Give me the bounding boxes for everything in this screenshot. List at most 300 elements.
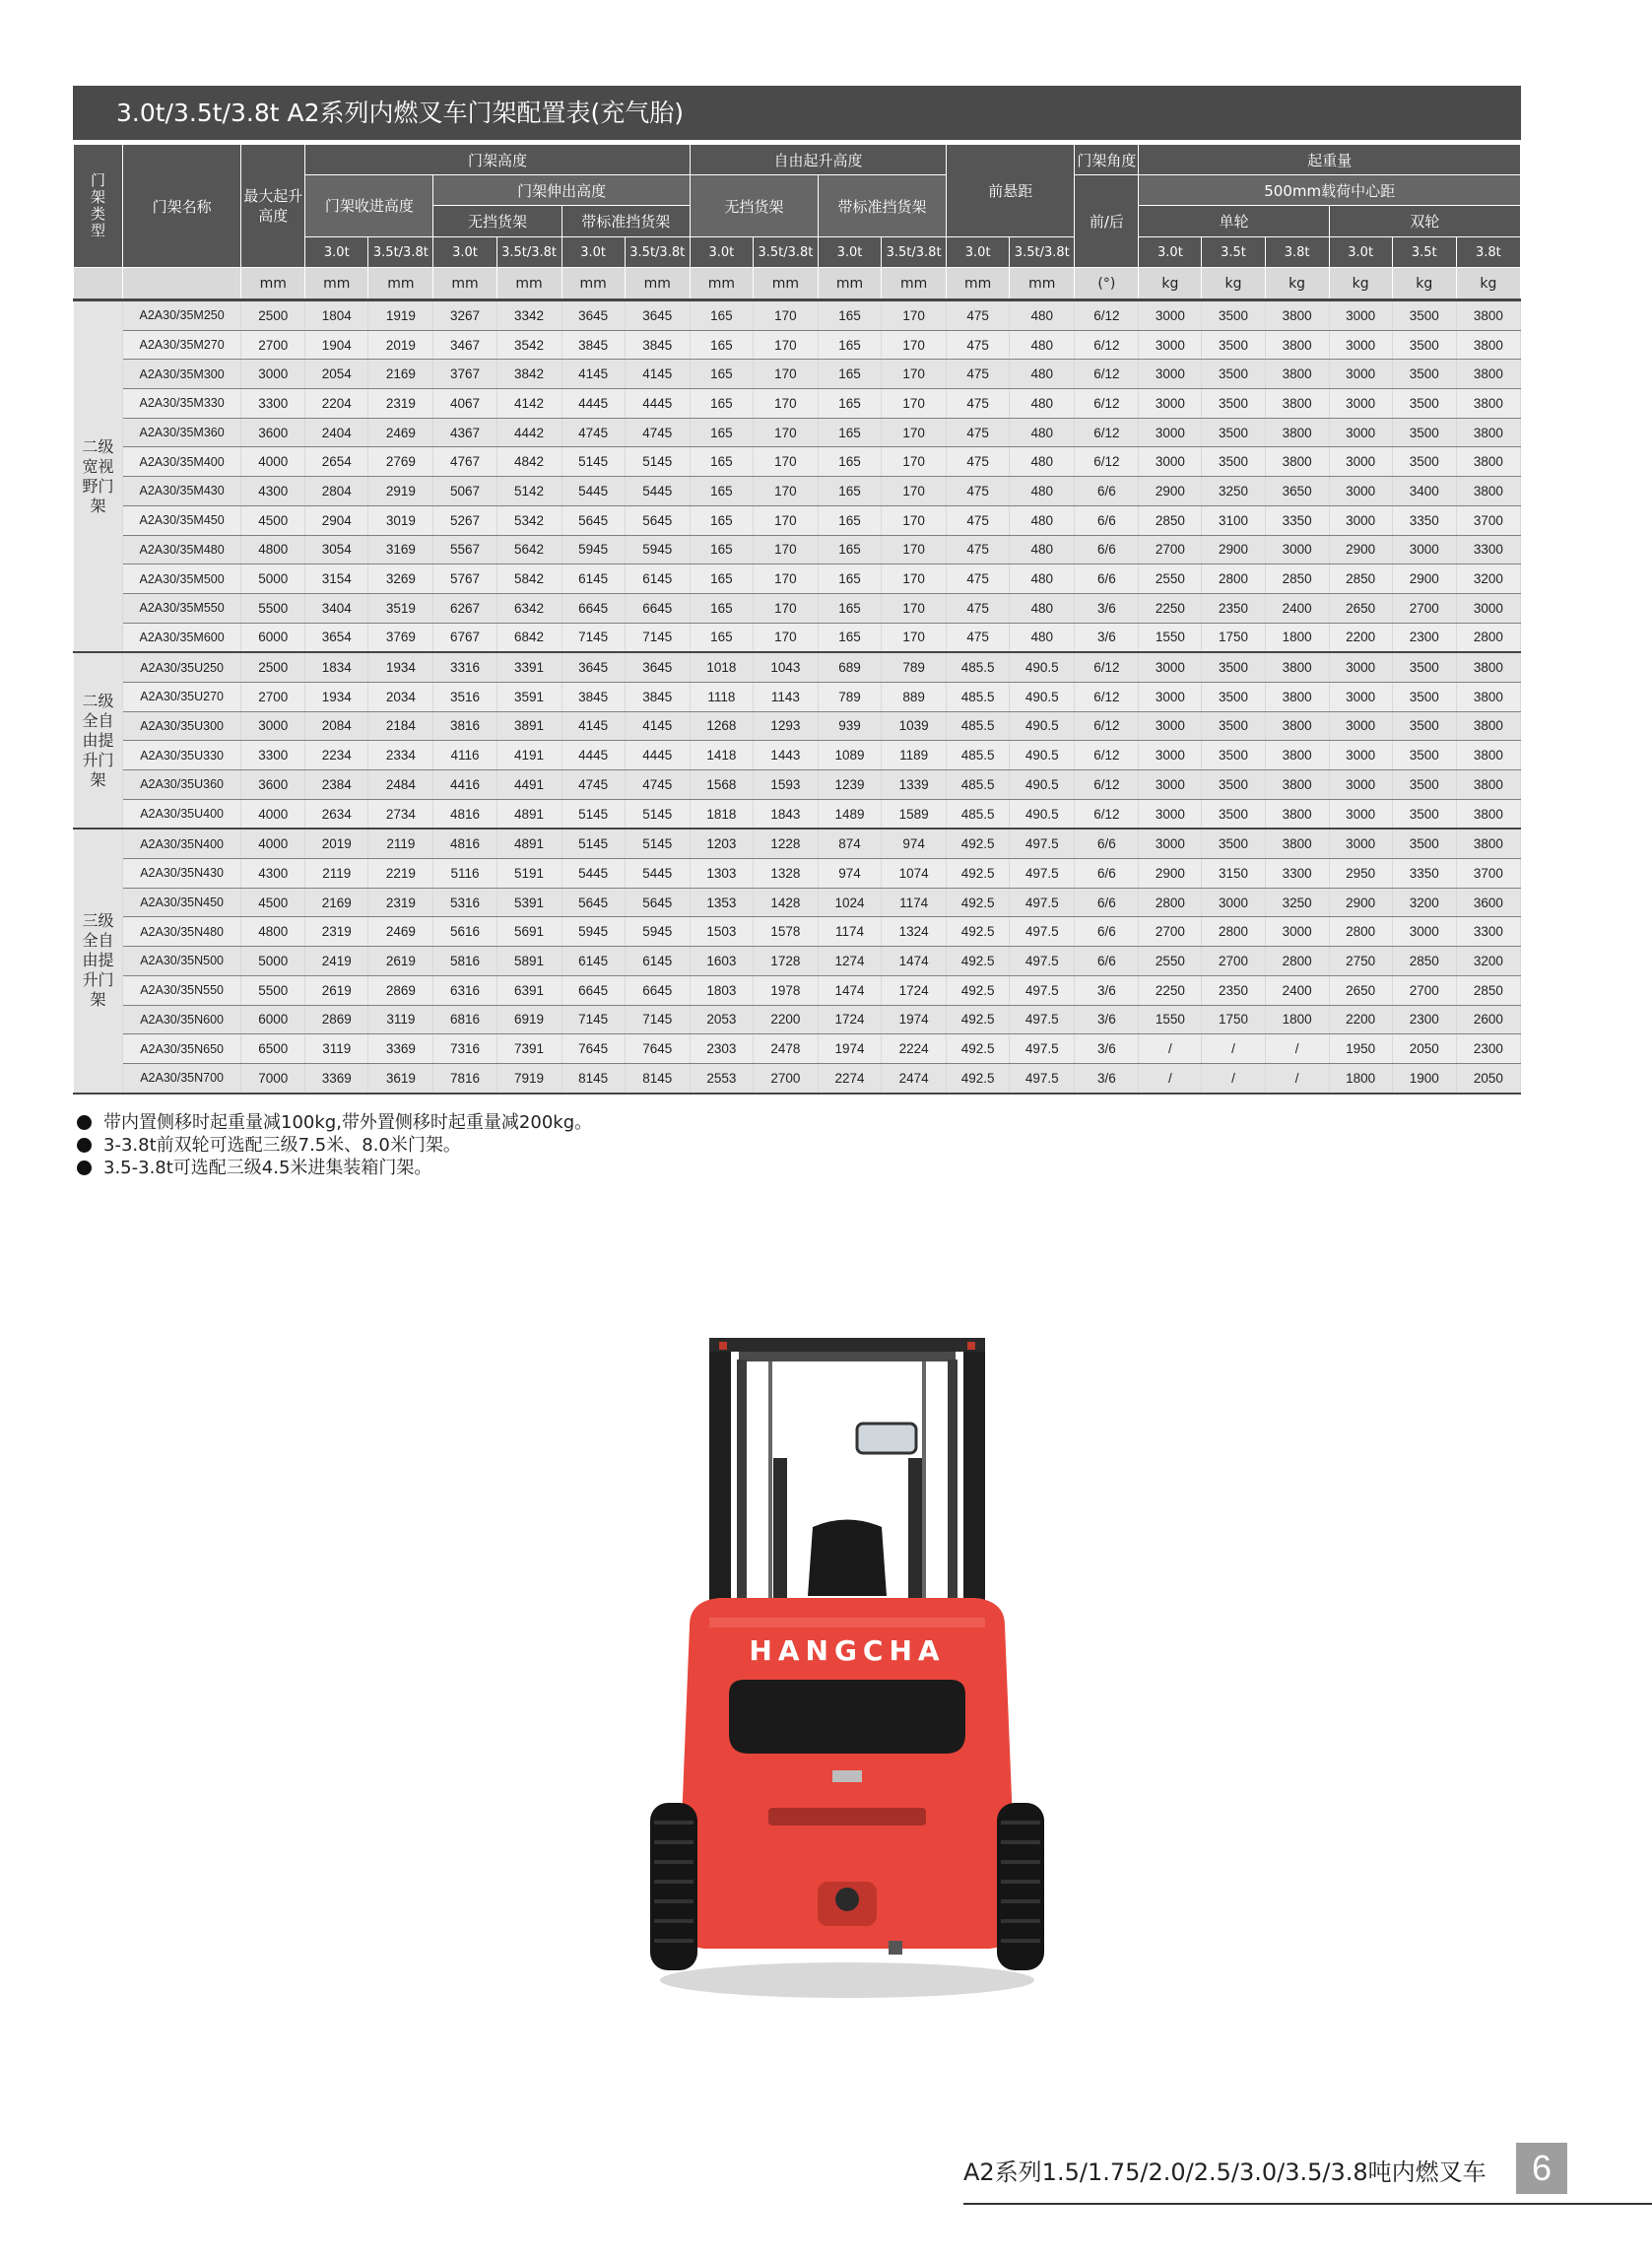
table-cell: 3150 [1202, 859, 1265, 889]
table-cell: 5945 [562, 535, 625, 564]
header-mast-type: 门架类型 [74, 145, 123, 268]
table-cell: 3800 [1265, 711, 1329, 741]
table-cell: 170 [753, 300, 818, 331]
table-row [74, 477, 1521, 506]
table-cell: 4745 [625, 770, 690, 800]
table-cell: 4800 [241, 535, 305, 564]
table-cell: 3800 [1265, 360, 1329, 389]
table-cell: 165 [818, 593, 881, 623]
table-cell: 3500 [1392, 360, 1456, 389]
table-cell: 2419 [305, 947, 368, 976]
table-cell: 3000 [1139, 770, 1202, 800]
table-cell: 6/12 [1075, 770, 1139, 800]
table-cell: 3645 [625, 652, 690, 682]
table-cell: 3000 [1329, 652, 1392, 682]
note-item [73, 1134, 1255, 1157]
table-cell: 3000 [1329, 741, 1392, 770]
model-name-cell: A2A30/35U360 [123, 770, 241, 800]
table-cell: 480 [1010, 330, 1075, 360]
table-cell: 6145 [562, 947, 625, 976]
table-cell: 5945 [625, 917, 690, 947]
table-cell: 2700 [753, 1063, 818, 1093]
table-cell: 3800 [1456, 829, 1520, 858]
table-cell: 1568 [690, 770, 753, 800]
table-cell: 2700 [241, 682, 305, 711]
table-cell: 7316 [433, 1034, 496, 1064]
table-cell: 1118 [690, 682, 753, 711]
table-cell: 2478 [753, 1034, 818, 1064]
table-cell: 170 [882, 623, 947, 652]
table-cell: 1978 [753, 975, 818, 1005]
header-ton-col: 3.0t [562, 237, 625, 268]
table-cell: 1303 [690, 859, 753, 889]
table-cell: 1328 [753, 859, 818, 889]
table-cell: 4491 [496, 770, 562, 800]
table-cell: 1189 [882, 741, 947, 770]
table-cell: 5445 [562, 859, 625, 889]
table-cell: 1934 [368, 652, 433, 682]
table-cell: 2850 [1329, 564, 1392, 594]
table-cell: 2800 [1329, 917, 1392, 947]
table-cell: 3119 [305, 1034, 368, 1064]
table-cell: 170 [753, 389, 818, 419]
table-cell: 2900 [1139, 477, 1202, 506]
table-cell: 3800 [1265, 652, 1329, 682]
table-cell: 497.5 [1010, 1034, 1075, 1064]
model-name-cell: A2A30/35U330 [123, 741, 241, 770]
table-cell: 6/6 [1075, 505, 1139, 535]
table-cell: 4745 [562, 418, 625, 447]
table-cell: 165 [690, 477, 753, 506]
table-cell: 497.5 [1010, 1063, 1075, 1093]
table-cell: 475 [947, 389, 1010, 419]
table-cell: 2319 [305, 917, 368, 947]
table-cell: 492.5 [947, 947, 1010, 976]
table-cell: 480 [1010, 535, 1075, 564]
table-cell: 170 [753, 418, 818, 447]
table-cell: 2900 [1329, 888, 1392, 917]
table-cell: 4500 [241, 888, 305, 917]
header-unit: mm [625, 268, 690, 300]
model-name-cell: A2A30/35M450 [123, 505, 241, 535]
table-row [74, 829, 1521, 858]
header-unit: mm [753, 268, 818, 300]
table-cell: 6391 [496, 975, 562, 1005]
table-cell: 3500 [1202, 360, 1265, 389]
table-cell: 2600 [1456, 1005, 1520, 1034]
header-unit: mm [1010, 268, 1075, 300]
table-cell: 1728 [753, 947, 818, 976]
table-cell: 6/12 [1075, 711, 1139, 741]
table-cell: 1324 [882, 917, 947, 947]
header-unit: mm [562, 268, 625, 300]
table-cell: 1843 [753, 799, 818, 829]
table-cell: 3800 [1265, 389, 1329, 419]
table-cell: 5445 [625, 859, 690, 889]
table-cell: 1074 [882, 859, 947, 889]
table-cell: 4816 [433, 829, 496, 858]
table-cell: 6/6 [1075, 477, 1139, 506]
table-cell: 3500 [1202, 711, 1265, 741]
table-cell: 485.5 [947, 711, 1010, 741]
table-cell: 1593 [753, 770, 818, 800]
table-cell: 170 [882, 300, 947, 331]
table-cell: 1578 [753, 917, 818, 947]
model-name-cell: A2A30/35N480 [123, 917, 241, 947]
table-cell: 2734 [368, 799, 433, 829]
table-cell: 3000 [1139, 829, 1202, 858]
table-cell: 1474 [818, 975, 881, 1005]
table-cell: 490.5 [1010, 652, 1075, 682]
table-cell: 4067 [433, 389, 496, 419]
table-cell: 3800 [1456, 447, 1520, 477]
table-cell: 6145 [562, 564, 625, 594]
table-cell: 3500 [1392, 682, 1456, 711]
table-cell: 3500 [1392, 770, 1456, 800]
table-cell: 3500 [1202, 418, 1265, 447]
table-cell: 3500 [1202, 389, 1265, 419]
table-cell: 2950 [1329, 859, 1392, 889]
table-cell: 5116 [433, 859, 496, 889]
table-cell: 2350 [1202, 975, 1265, 1005]
table-cell: 2019 [368, 330, 433, 360]
table-cell: 5645 [562, 888, 625, 917]
table-cell: 4000 [241, 799, 305, 829]
table-row [74, 447, 1521, 477]
table-cell: 2303 [690, 1034, 753, 1064]
table-cell: 7145 [625, 1005, 690, 1034]
table-cell: 3800 [1265, 447, 1329, 477]
table-cell: 5145 [625, 799, 690, 829]
table-cell: 1950 [1329, 1034, 1392, 1064]
table-cell: 165 [690, 564, 753, 594]
table-cell: 2850 [1392, 947, 1456, 976]
table-cell: 3500 [1392, 447, 1456, 477]
table-cell: 4445 [562, 741, 625, 770]
plate-holder [832, 1770, 862, 1782]
table-cell: 6/12 [1075, 330, 1139, 360]
vent-slot [768, 1808, 926, 1826]
table-cell: 1750 [1202, 1005, 1265, 1034]
table-cell: 3000 [1139, 799, 1202, 829]
table-cell: 5145 [625, 447, 690, 477]
table-cell: 165 [818, 330, 881, 360]
header-unit: kg [1329, 268, 1392, 300]
table-cell: 3500 [1202, 447, 1265, 477]
table-cell: / [1265, 1063, 1329, 1093]
header-ton-col: 3.0t [305, 237, 368, 268]
table-cell: 874 [818, 829, 881, 858]
mast-config-table-wrap [73, 144, 1521, 1095]
table-cell: 170 [753, 564, 818, 594]
guard-crossbar [739, 1352, 956, 1361]
table-cell: 3467 [433, 330, 496, 360]
header-ton-col: 3.5t [1202, 237, 1265, 268]
table-cell: 3591 [496, 682, 562, 711]
table-cell: 475 [947, 418, 1010, 447]
model-name-cell: A2A30/35M250 [123, 300, 241, 331]
page-title: 3.0t/3.5t/3.8t A2系列内燃叉车门架配置表(充气胎) [73, 86, 1521, 140]
header-front-overhang: 前悬距 [947, 145, 1075, 237]
table-cell: 3369 [368, 1034, 433, 1064]
table-cell: 2634 [305, 799, 368, 829]
table-cell: 2900 [1329, 535, 1392, 564]
table-cell: 3800 [1265, 799, 1329, 829]
table-cell: 2550 [1139, 564, 1202, 594]
table-cell: 3/6 [1075, 975, 1139, 1005]
table-cell: 2800 [1265, 947, 1329, 976]
table-cell: 3800 [1265, 741, 1329, 770]
table-cell: 3/6 [1075, 1063, 1139, 1093]
table-cell: 1724 [882, 975, 947, 1005]
table-cell: 480 [1010, 593, 1075, 623]
table-cell: 2800 [1456, 623, 1520, 652]
header-unit: kg [1202, 268, 1265, 300]
model-name-cell: A2A30/35N700 [123, 1063, 241, 1093]
table-cell: 1550 [1139, 623, 1202, 652]
table-cell: 3400 [1392, 477, 1456, 506]
table-cell: 1143 [753, 682, 818, 711]
table-cell: 3000 [1139, 682, 1202, 711]
header-capacity: 起重量 [1139, 145, 1521, 175]
rear-lamp-icon [967, 1342, 975, 1350]
table-cell: 6/12 [1075, 447, 1139, 477]
table-row [74, 652, 1521, 682]
table-cell: 165 [690, 389, 753, 419]
table-cell: 480 [1010, 360, 1075, 389]
header-unit: kg [1265, 268, 1329, 300]
table-cell: 475 [947, 593, 1010, 623]
table-cell: / [1265, 1034, 1329, 1064]
table-cell: 5500 [241, 975, 305, 1005]
model-name-cell: A2A30/35M360 [123, 418, 241, 447]
table-cell: 3767 [433, 360, 496, 389]
table-cell: 485.5 [947, 770, 1010, 800]
table-row [74, 535, 1521, 564]
table-cell: 6316 [433, 975, 496, 1005]
table-cell: 7391 [496, 1034, 562, 1064]
table-cell: 3342 [496, 300, 562, 331]
table-cell: 1904 [305, 330, 368, 360]
table-cell: 3000 [1392, 535, 1456, 564]
table-cell: 3800 [1456, 360, 1520, 389]
table-cell: 2700 [1139, 535, 1202, 564]
table-cell: 3700 [1456, 505, 1520, 535]
table-cell: 3800 [1456, 682, 1520, 711]
wheel-left-icon [650, 1803, 697, 1970]
table-cell: 3000 [1329, 682, 1392, 711]
table-cell: 3000 [1329, 360, 1392, 389]
table-cell: 6/6 [1075, 829, 1139, 858]
header-unit: kg [1456, 268, 1520, 300]
table-cell: 165 [818, 418, 881, 447]
model-name-cell: A2A30/35M400 [123, 447, 241, 477]
table-cell: 3500 [1392, 711, 1456, 741]
table-cell: 3000 [1139, 300, 1202, 331]
table-cell: 170 [753, 535, 818, 564]
table-cell: 2850 [1265, 564, 1329, 594]
table-cell: 2619 [305, 975, 368, 1005]
table-cell: 3/6 [1075, 1005, 1139, 1034]
table-cell: 3300 [241, 389, 305, 419]
table-cell: 1934 [305, 682, 368, 711]
table-cell: 3000 [1329, 418, 1392, 447]
table-cell: 5142 [496, 477, 562, 506]
header-ton-col: 3.5t/3.8t [625, 237, 690, 268]
table-cell: 2050 [1392, 1034, 1456, 1064]
table-cell: 475 [947, 360, 1010, 389]
model-name-cell: A2A30/35M480 [123, 535, 241, 564]
table-cell: 3000 [241, 711, 305, 741]
table-row [74, 564, 1521, 594]
model-name-cell: A2A30/35N550 [123, 975, 241, 1005]
table-cell: 4142 [496, 389, 562, 419]
table-cell: 165 [690, 300, 753, 331]
table-cell: 3154 [305, 564, 368, 594]
notes [73, 1111, 1255, 1179]
table-cell: 2184 [368, 711, 433, 741]
table-cell: 2850 [1139, 505, 1202, 535]
table-cell: 1804 [305, 300, 368, 331]
header-unit-blank [123, 268, 241, 300]
table-cell: 6/6 [1075, 859, 1139, 889]
header-free-lift: 自由起升高度 [690, 145, 946, 175]
table-cell: 4191 [496, 741, 562, 770]
table-cell: 7145 [625, 623, 690, 652]
header-unit: mm [947, 268, 1010, 300]
table-cell: 3500 [1392, 330, 1456, 360]
table-cell: 1274 [818, 947, 881, 976]
table-cell: 3500 [1392, 652, 1456, 682]
table-cell: 7145 [562, 623, 625, 652]
header-single-tire: 单轮 [1139, 206, 1329, 237]
table-cell: 170 [753, 360, 818, 389]
table-cell: 3654 [305, 623, 368, 652]
table-cell: 3500 [1202, 300, 1265, 331]
model-name-cell: A2A30/35U400 [123, 799, 241, 829]
table-cell: 480 [1010, 623, 1075, 652]
table-cell: 5000 [241, 947, 305, 976]
table-cell: 475 [947, 564, 1010, 594]
table-cell: 5342 [496, 505, 562, 535]
table-cell: 3300 [1456, 535, 1520, 564]
table-cell: 485.5 [947, 682, 1010, 711]
header-ton-col: 3.5t/3.8t [882, 237, 947, 268]
table-cell: 6/12 [1075, 682, 1139, 711]
mirror-icon [857, 1424, 916, 1453]
table-cell: 1974 [818, 1034, 881, 1064]
guard-bar [922, 1361, 926, 1608]
table-cell: / [1202, 1034, 1265, 1064]
model-name-cell: A2A30/35U270 [123, 682, 241, 711]
table-cell: 480 [1010, 505, 1075, 535]
table-cell: 170 [882, 418, 947, 447]
table-cell: 165 [818, 447, 881, 477]
table-cell: 3891 [496, 711, 562, 741]
table-cell: 165 [690, 447, 753, 477]
table-cell: 3169 [368, 535, 433, 564]
table-cell: 3800 [1456, 389, 1520, 419]
header-tilt-angle: 门架角度 [1075, 145, 1139, 175]
guard-bar [768, 1361, 772, 1608]
table-cell: 170 [753, 330, 818, 360]
table-row [74, 593, 1521, 623]
model-name-cell: A2A30/35M300 [123, 360, 241, 389]
table-cell: 5191 [496, 859, 562, 889]
table-row [74, 741, 1521, 770]
table-cell: 3300 [1456, 917, 1520, 947]
table-cell: 2119 [368, 829, 433, 858]
bullet-icon [77, 1115, 92, 1130]
exhaust-icon [889, 1941, 902, 1955]
seat-icon [808, 1520, 887, 1597]
model-name-cell: A2A30/35N430 [123, 859, 241, 889]
mast-type-group: 二级宽视野门架 [74, 300, 123, 653]
table-cell: 3000 [1265, 917, 1329, 947]
table-cell: 6342 [496, 593, 562, 623]
header-ton-col: 3.0t [1329, 237, 1392, 268]
table-row [74, 330, 1521, 360]
table-cell: 3250 [1202, 477, 1265, 506]
table-cell: 485.5 [947, 741, 1010, 770]
table-cell: 7919 [496, 1063, 562, 1093]
table-cell: / [1139, 1034, 1202, 1064]
table-cell: 2469 [368, 917, 433, 947]
table-cell: 4767 [433, 447, 496, 477]
table-cell: 490.5 [1010, 770, 1075, 800]
table-cell: 2350 [1202, 593, 1265, 623]
table-cell: 170 [882, 447, 947, 477]
table-cell: 3/6 [1075, 1034, 1139, 1064]
header-unit: mm [305, 268, 368, 300]
table-cell: 3000 [1329, 829, 1392, 858]
table-cell: 3800 [1456, 741, 1520, 770]
table-cell: 2850 [1456, 975, 1520, 1005]
header-ton-col: 3.8t [1265, 237, 1329, 268]
table-cell: 3800 [1265, 829, 1329, 858]
table-cell: 1750 [1202, 623, 1265, 652]
table-cell: 6267 [433, 593, 496, 623]
table-cell: 3269 [368, 564, 433, 594]
table-cell: 1043 [753, 652, 818, 682]
table-cell: 1834 [305, 652, 368, 682]
table-cell: 1800 [1329, 1063, 1392, 1093]
table-cell: 2300 [1392, 1005, 1456, 1034]
table-cell: 2700 [241, 330, 305, 360]
table-cell: 2553 [690, 1063, 753, 1093]
table-cell: 497.5 [1010, 888, 1075, 917]
table-cell: 2250 [1139, 975, 1202, 1005]
table-cell: 2469 [368, 418, 433, 447]
mast-config-table [73, 144, 1521, 1095]
table-cell: 2054 [305, 360, 368, 389]
table-cell: 485.5 [947, 652, 1010, 682]
table-cell: 3350 [1265, 505, 1329, 535]
table-cell: 6645 [562, 593, 625, 623]
table-cell: 165 [818, 477, 881, 506]
guard-post [737, 1360, 747, 1616]
table-cell: 6/12 [1075, 300, 1139, 331]
table-cell: 2400 [1265, 593, 1329, 623]
table-cell: 7000 [241, 1063, 305, 1093]
table-cell: 475 [947, 300, 1010, 331]
table-cell: 3000 [1139, 711, 1202, 741]
table-cell: 3769 [368, 623, 433, 652]
table-cell: 6000 [241, 623, 305, 652]
table-cell: 5945 [562, 917, 625, 947]
table-cell: 1339 [882, 770, 947, 800]
model-name-cell: A2A30/35M550 [123, 593, 241, 623]
